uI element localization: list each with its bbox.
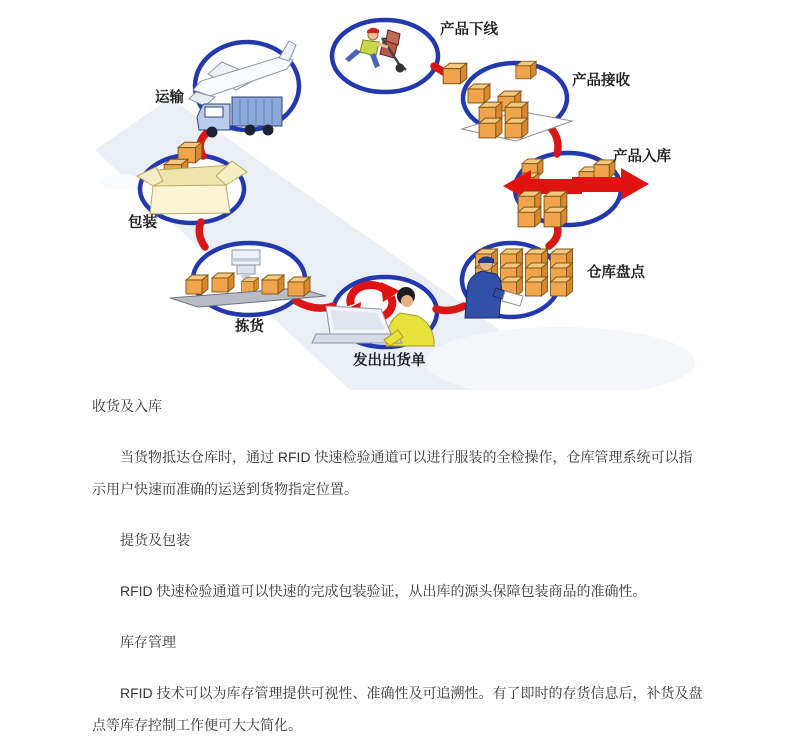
cargo-box: [186, 275, 208, 294]
cargo-box: [551, 277, 573, 296]
handtruck-wheel: [396, 64, 405, 73]
machine-band: [232, 258, 260, 262]
paragraph-picking-packing: RFID 快速检验通道可以快速的完成包装验证，从出库的源头保障包装商品的准确性。: [120, 583, 647, 599]
label-transport: 运输: [155, 90, 184, 106]
label-product-storage: 产品入库: [613, 149, 671, 165]
connector-inventory-shipping: [436, 306, 464, 310]
label-product-receiving: 产品接收: [572, 73, 630, 89]
article-body: [92, 390, 704, 748]
label-warehouse-inventory: 仓库盘点: [587, 265, 645, 281]
cargo-box: [262, 275, 284, 294]
label-issue-shipping-order: 发出出货单: [353, 353, 426, 369]
cargo-box: [516, 61, 536, 79]
section-heading-picking-packing: 提货及包装: [120, 532, 190, 548]
cargo-box: [505, 118, 528, 138]
cloud-shape: [100, 174, 140, 190]
cargo-box: [594, 160, 615, 178]
cargo-box: [479, 118, 502, 138]
label-picking: 拣货: [235, 319, 264, 335]
cargo-box: [468, 84, 490, 103]
cargo-box: [288, 277, 310, 296]
circle-product-offline: [332, 20, 438, 92]
cargo-box: [242, 278, 259, 292]
truck-wheel: [207, 127, 218, 138]
carton-front: [150, 185, 230, 214]
paragraph-inventory: RFID 技术可以为库存管理提供可视性、准确性及可追溯性。有了即时的存货信息后，补货及盘点等库存控制工作便可大大简化。: [92, 685, 703, 733]
truck-wheel: [263, 125, 274, 136]
connector-receiving-storage: [549, 126, 558, 154]
section-heading-receiving: 收货及入库: [92, 398, 162, 414]
cargo-box: [544, 207, 567, 227]
paragraph-receiving: 当货物抵达仓库时，通过 RFID 快速检验通道可以进行服装的全检操作，仓库管理系统可以指示用户快速而准确的运送到货物指定位置。: [92, 449, 693, 497]
cargo-box: [212, 273, 234, 292]
cargo-box: [526, 277, 548, 296]
machine-lower: [237, 265, 255, 274]
cargo-box: [518, 207, 541, 227]
label-product-offline: 产品下线: [440, 22, 498, 38]
section-heading-inventory: 库存管理: [120, 634, 176, 650]
truck-wheel: [245, 125, 256, 136]
scanner-machine: [232, 250, 260, 265]
operator-face: [401, 295, 413, 307]
label-packing: 包装: [128, 215, 157, 231]
laptop-display: [331, 310, 385, 330]
cargo-box: [443, 63, 467, 83]
truck-window: [205, 107, 223, 117]
